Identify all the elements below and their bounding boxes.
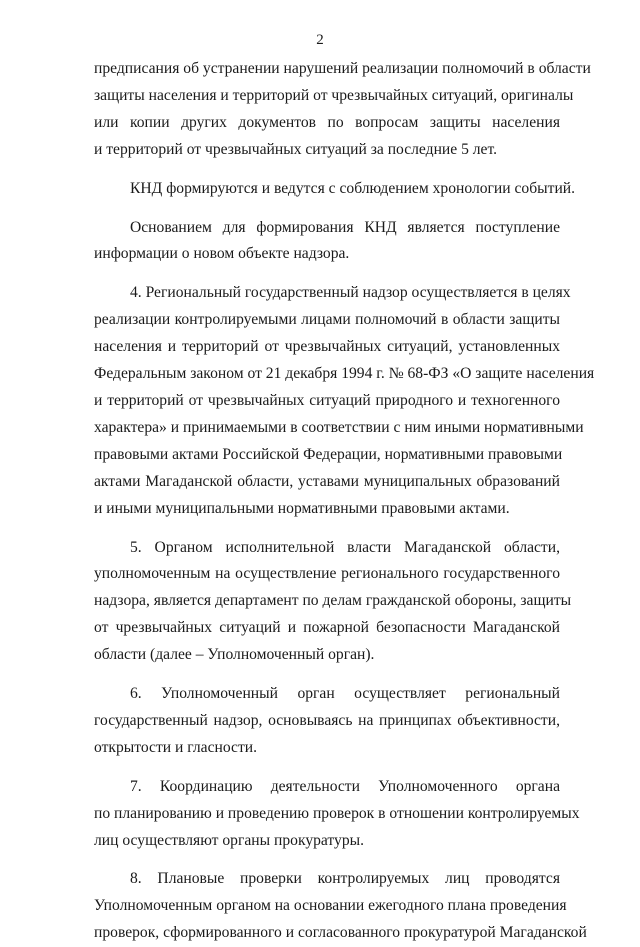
text-line: проверок, сформированного и согласованного прокуратурой Магаданской — [94, 924, 587, 942]
text-line: Основанием для формирования КНД является поступление — [130, 218, 560, 236]
text-line: и иными муниципальными нормативными правовыми актами. — [94, 499, 510, 517]
text-line: государственный надзор, основываясь на принципах объективности, — [94, 711, 560, 729]
text-line: правовыми актами Российской Федерации, нормативными правовыми — [94, 445, 563, 463]
document-body — [94, 56, 595, 947]
paragraph — [94, 176, 576, 203]
paragraph — [94, 56, 591, 164]
text-line: и территорий от чрезвычайных ситуаций природного и техногенного — [94, 391, 560, 409]
text-line: от чрезвычайных ситуаций и пожарной безопасности Магаданской — [94, 619, 560, 637]
text-line: информации о новом объекте надзора. — [94, 245, 350, 263]
text-line: реализации контролируемыми лицами полномочий в области защиты — [94, 311, 560, 329]
paragraph — [94, 774, 580, 855]
text-line: области (далее – Уполномоченный орган). — [94, 646, 375, 664]
text-line: открытости и гласности. — [94, 738, 258, 756]
paragraph-gap — [94, 164, 560, 176]
paragraph-gap — [94, 854, 560, 866]
text-line: защиты населения и территорий от чрезвычайных ситуаций, оригиналы — [94, 86, 574, 104]
text-line: лиц осуществляют органы прокуратуры. — [94, 831, 365, 849]
text-line: по планированию и проведению проверок в отношении контролируемых — [94, 804, 580, 822]
text-line: Уполномоченным органом на основании ежегодного плана проведения — [94, 897, 567, 915]
text-line: 7. Координацию деятельности Уполномоченного органа — [130, 777, 560, 795]
text-line: надзора, является департамент по делам гражданской обороны, защиты — [94, 592, 572, 610]
text-line: актами Магаданской области, уставами муниципальных образований — [94, 472, 560, 490]
page-number: 2 — [316, 32, 324, 48]
paragraph-gap — [94, 203, 560, 215]
text-line: КНД формируются и ведутся с соблюдением хронологии событий. — [130, 179, 576, 197]
text-line: предписания об устранении нарушений реализации полномочий в области — [94, 60, 591, 77]
text-line: 5. Органом исполнительной власти Магаданской области, — [130, 538, 560, 556]
paragraph — [94, 280, 595, 522]
text-line: 4. Региональный государственный надзор осуществляется в целях — [130, 284, 571, 302]
text-line: 6. Уполномоченный орган осуществляет региональный — [130, 685, 560, 703]
paragraph-gap — [94, 268, 560, 280]
paragraph — [94, 535, 572, 670]
paragraph-gap — [94, 669, 560, 681]
text-line: характера» и принимаемыми в соответствии с ним иными нормативными — [94, 418, 584, 436]
paragraph — [94, 215, 560, 269]
paragraph — [94, 681, 560, 762]
text-line: и территорий от чрезвычайных ситуаций за последние 5 лет. — [94, 140, 498, 158]
text-line: населения и территорий от чрезвычайных ситуаций, установленных — [94, 338, 560, 356]
text-line: 8. Плановые проверки контролируемых лиц проводятся — [130, 870, 560, 888]
paragraph-gap — [94, 762, 560, 774]
text-line: Федеральным законом от 21 декабря 1994 г. № 68-ФЗ «О защите населения — [94, 365, 595, 383]
paragraph — [94, 866, 587, 947]
text-line: или копии других документов по вопросам защиты населения — [94, 113, 560, 131]
paragraph-gap — [94, 523, 560, 535]
text-line: уполномоченным на осуществление регионального государственного — [94, 565, 560, 583]
